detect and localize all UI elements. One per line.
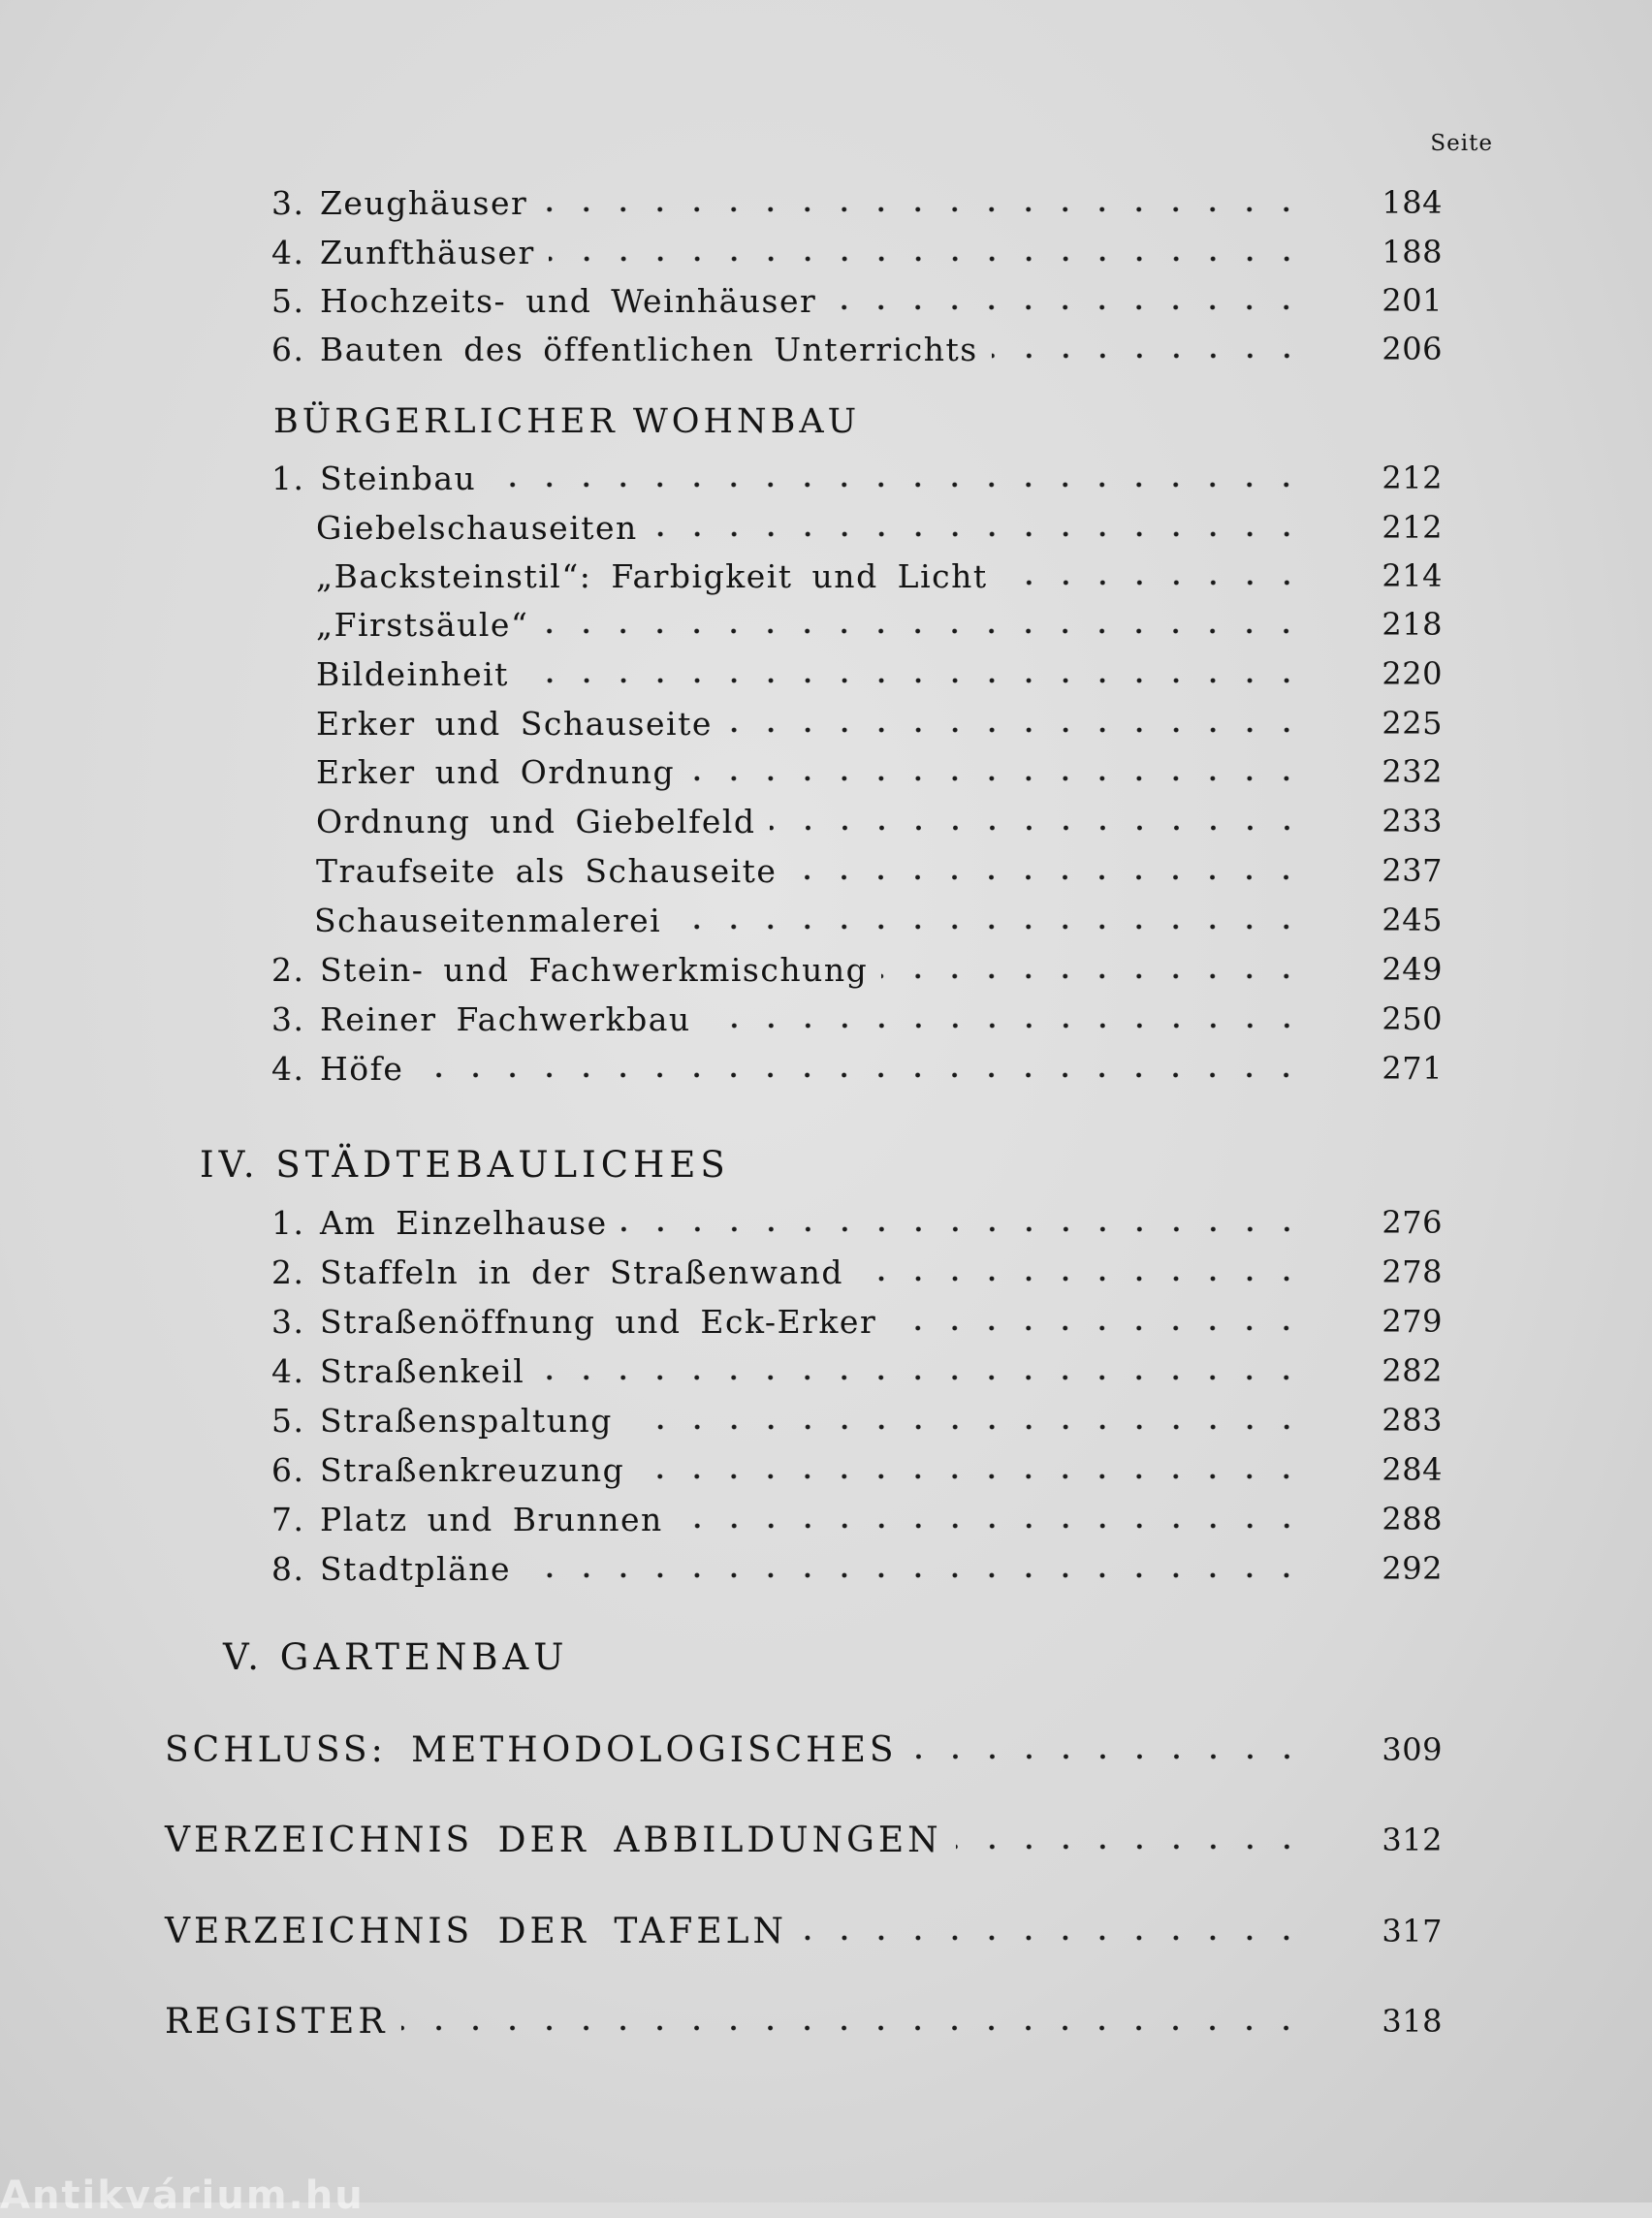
entry-page: 237 <box>1382 852 1443 889</box>
entry-page: 201 <box>1382 282 1443 319</box>
entry-title: Stadtpläne <box>320 1549 512 1588</box>
leader-dots <box>992 351 1305 361</box>
entry-title: VERZEICHNIS DER ABBILDUNGEN <box>165 1820 942 1860</box>
entry-page: 282 <box>1382 1352 1443 1389</box>
entry-page: 271 <box>1382 1050 1443 1087</box>
entry-title: Giebelschauseiten <box>316 508 638 547</box>
entry-title: Straßenkreuzung <box>320 1450 625 1489</box>
entry-page: 225 <box>1382 705 1443 742</box>
entry-page: 279 <box>1382 1303 1443 1340</box>
leader-dots <box>417 1070 1305 1080</box>
entry-number: 6. <box>271 1450 305 1489</box>
leader-dots <box>726 725 1305 735</box>
entry-title: „Firstsäule“ <box>316 605 529 644</box>
entry-page: 232 <box>1382 753 1443 790</box>
page-column-label: Seite <box>1430 131 1493 156</box>
toc-entry <box>0 1992 1652 2050</box>
entry-title: Erker und Ordnung <box>316 752 676 791</box>
entry-title: Straßenkeil <box>320 1351 525 1390</box>
toc-entry <box>0 1902 1652 1960</box>
entry-page: 214 <box>1382 557 1443 594</box>
entry-number: 4. <box>271 1049 305 1088</box>
leader-dots <box>677 1521 1305 1531</box>
entry-title: VERZEICHNIS DER TAFELN <box>165 1911 788 1951</box>
entry-number: 8. <box>271 1549 305 1588</box>
entry-page: 278 <box>1382 1253 1443 1290</box>
leader-dots <box>541 205 1305 214</box>
leader-dots <box>770 823 1305 833</box>
entry-number: 2. <box>271 1252 305 1291</box>
leader-dots <box>651 529 1305 539</box>
entry-page: 250 <box>1382 1000 1443 1037</box>
entry-title: Reiner Fachwerkbau <box>320 999 691 1038</box>
leader-dots <box>881 971 1305 981</box>
entry-title: Ordnung und Giebelfeld <box>316 802 756 840</box>
toc-entry <box>0 1539 1652 1598</box>
leader-dots <box>401 2023 1305 2033</box>
entry-number: 2. <box>271 950 305 989</box>
entry-page: 212 <box>1382 459 1443 496</box>
entry-title: Bauten des öffentlichen Unterrichts <box>320 330 978 368</box>
entry-title: Platz und Brunnen <box>320 1500 663 1538</box>
entry-title: Erker und Schauseite <box>316 704 713 743</box>
entry-page: 292 <box>1382 1550 1443 1587</box>
entry-page: 312 <box>1382 1822 1443 1858</box>
leader-dots <box>1001 578 1305 587</box>
leader-dots <box>911 1752 1305 1761</box>
leader-dots <box>790 872 1305 882</box>
entry-title: Am Einzelhause <box>320 1203 608 1242</box>
section-heading: BÜRGERLICHER WOHNBAU <box>273 402 861 441</box>
entry-number: 4. <box>271 1351 305 1390</box>
leader-dots <box>538 1373 1305 1382</box>
toc-entry <box>0 1721 1652 1779</box>
entry-number: 1. <box>271 459 305 497</box>
entry-title: Straßenöffnung und Eck-Erker <box>320 1302 877 1341</box>
entry-title: Staffeln in der Straßenwand <box>320 1252 843 1291</box>
entry-page: 206 <box>1382 331 1443 367</box>
toc-entry <box>0 320 1652 378</box>
entry-title: Straßenspaltung <box>320 1401 613 1440</box>
entry-number: 7. <box>271 1500 305 1538</box>
leader-dots <box>490 480 1305 490</box>
entry-page: 276 <box>1382 1204 1443 1241</box>
watermark: Antikvárium.hu <box>0 2173 365 2218</box>
entry-page: 309 <box>1382 1731 1443 1768</box>
entry-page: 318 <box>1382 2003 1443 2040</box>
leader-dots <box>638 1472 1305 1481</box>
entry-page: 245 <box>1382 902 1443 938</box>
leader-dots <box>675 922 1305 932</box>
entry-number: 6. <box>271 330 305 368</box>
leader-dots <box>626 1422 1305 1432</box>
entry-title: SCHLUSS: METHODOLOGISCHES <box>165 1729 898 1770</box>
leader-dots <box>621 1224 1305 1234</box>
leader-dots <box>705 1021 1305 1030</box>
entry-title: Traufseite als Schauseite <box>316 851 778 890</box>
section-heading: IV. STÄDTEBAULICHES <box>200 1144 730 1186</box>
entry-number: 3. <box>271 999 305 1038</box>
entry-number: 5. <box>271 281 305 320</box>
entry-number: 4. <box>271 233 305 271</box>
entry-page: 184 <box>1382 184 1443 221</box>
entry-title: Stein- und Fachwerkmischung <box>320 950 869 989</box>
entry-title: Zeughäuser <box>320 183 528 222</box>
entry-number: 3. <box>271 183 305 222</box>
toc-entry <box>0 1811 1652 1869</box>
entry-number: 3. <box>271 1302 305 1341</box>
entry-page: 218 <box>1382 606 1443 643</box>
entry-page: 249 <box>1382 951 1443 988</box>
entry-title: „Backsteinstil“: Farbigkeit und Licht <box>316 556 988 595</box>
entry-page: 283 <box>1382 1402 1443 1439</box>
section-heading: V. GARTENBAU <box>223 1636 569 1678</box>
entry-title: Bildeinheit <box>316 654 509 693</box>
leader-dots <box>688 774 1305 783</box>
leader-dots <box>890 1323 1305 1333</box>
leader-dots <box>830 302 1305 312</box>
entry-title: Höfe <box>320 1049 404 1088</box>
entry-title: Schauseitenmalerei <box>314 901 662 939</box>
entry-page: 284 <box>1382 1451 1443 1488</box>
entry-number: 1. <box>271 1203 305 1242</box>
entry-page: 288 <box>1382 1501 1443 1537</box>
leader-dots <box>801 1933 1305 1943</box>
leader-dots <box>956 1842 1305 1852</box>
entry-title: Steinbau <box>320 459 477 497</box>
leader-dots <box>523 676 1305 685</box>
toc-entry <box>0 1039 1652 1097</box>
entry-title: Zunfthäuser <box>320 233 535 271</box>
entry-page: 212 <box>1382 509 1443 546</box>
entry-page: 233 <box>1382 803 1443 840</box>
entry-page: 188 <box>1382 234 1443 270</box>
leader-dots <box>549 254 1305 264</box>
entry-page: 220 <box>1382 655 1443 692</box>
entry-title: REGISTER <box>165 2001 389 2042</box>
entry-number: 5. <box>271 1401 305 1440</box>
entry-page: 317 <box>1382 1913 1443 1949</box>
leader-dots <box>857 1274 1305 1283</box>
leader-dots <box>542 626 1305 636</box>
leader-dots <box>524 1570 1305 1580</box>
entry-title: Hochzeits- und Weinhäuser <box>320 281 817 320</box>
